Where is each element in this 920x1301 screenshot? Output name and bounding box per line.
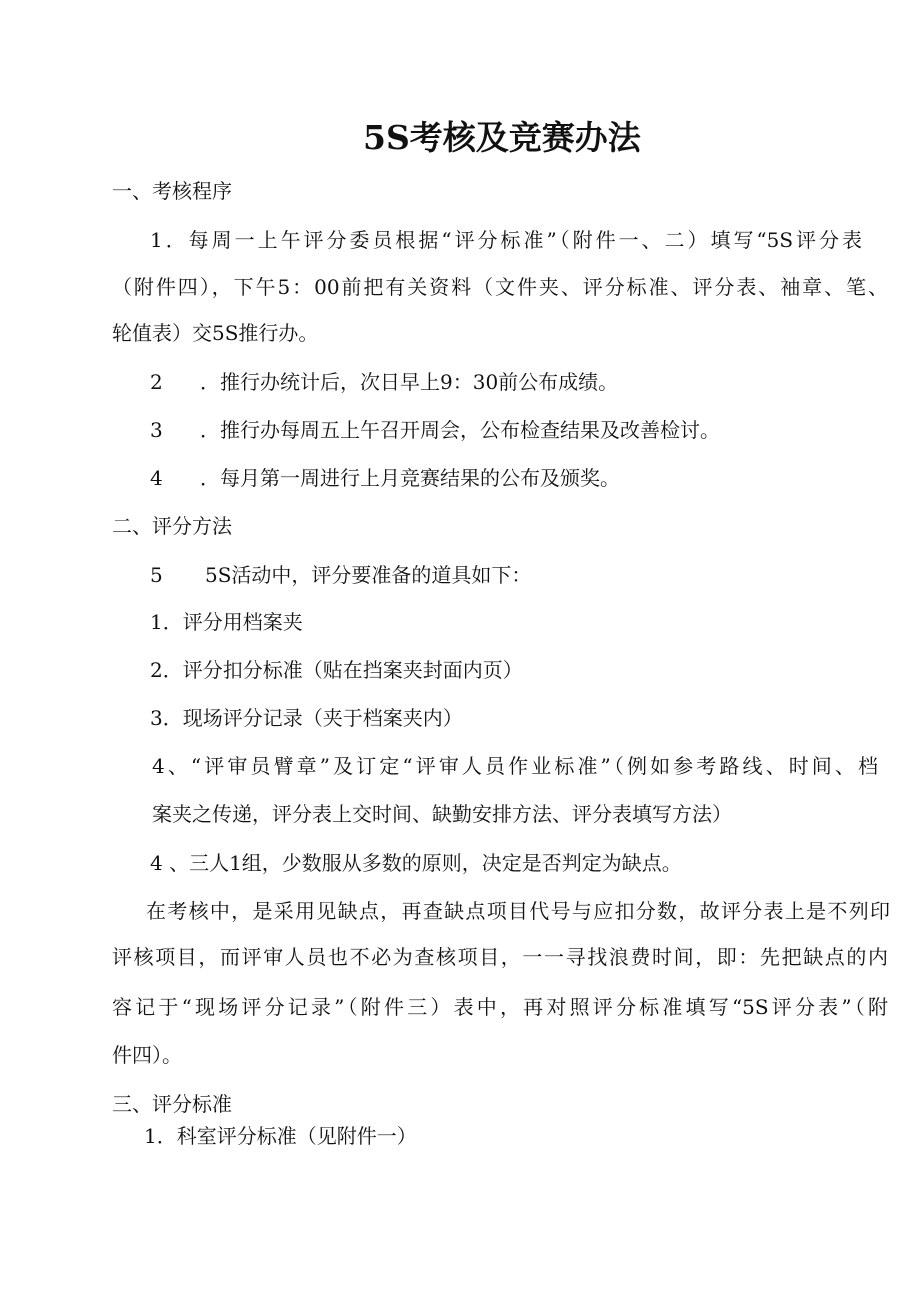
section-heading-scoring-method: 二、评分方法	[112, 514, 232, 538]
section-heading-assessment: 一、考核程序	[112, 179, 232, 203]
list-item-text: ．每月第一周进行上月竞赛结果的公布及颁奖。	[200, 466, 620, 490]
list-item: 4 、三人1组，少数服从多数的原则，决定是否判定为缺点。	[150, 851, 682, 875]
list-number: 2	[150, 370, 163, 394]
paragraph-line: 件四）。	[112, 1043, 182, 1067]
list-item: 1．评分用档案夹	[150, 610, 303, 634]
paragraph-line: 1．每周一上午评分委员根据“评分标准”（附件一、二）填写“5S评分表	[150, 228, 862, 252]
list-item-text: 5S活动中，评分要准备的道具如下：	[205, 563, 532, 587]
paragraph-line: 4、“评审员臂章”及订定“评审人员作业标准”（例如参考路线、时间、档	[152, 754, 878, 778]
paragraph-line: 轮值表）交5S推行办。	[112, 321, 319, 345]
list-number: 4	[150, 466, 163, 490]
list-item-text: ．推行办每周五上午召开周会，公布检查结果及改善检讨。	[200, 418, 720, 442]
paragraph-line: 容记于“现场评分记录”（附件三）表中，再对照评分标准填写“5S评分表”（附	[112, 995, 888, 1019]
section-heading-scoring-standard: 三、评分标准	[112, 1092, 232, 1116]
page-title: 5S考核及竞赛办法	[363, 118, 641, 157]
paragraph-line: （附件四），下午5：00前把有关资料（文件夹、评分标准、评分表、袖章、笔、	[112, 275, 888, 299]
list-item: 3．现场评分记录（夹于档案夹内）	[150, 706, 463, 730]
list-item-text: ．推行办统计后，次日早上9：30前公布成绩。	[200, 370, 619, 394]
list-number: 3	[150, 418, 163, 442]
list-item: 2．评分扣分标准（贴在挡案夹封面内页）	[150, 658, 523, 682]
list-number: 5	[150, 563, 163, 587]
paragraph-line: 在考核中，是采用见缺点，再查缺点项目代号与应扣分数，故评分表上是不列印	[146, 899, 890, 923]
paragraph-line: 案夹之传递，评分表上交时间、缺勤安排方法、评分表填写方法）	[152, 802, 732, 826]
list-item: 1．科室评分标准（见附件一）	[144, 1124, 417, 1148]
paragraph-line: 评核项目，而评审人员也不必为查核项目，一一寻找浪费时间，即：先把缺点的内	[112, 945, 888, 969]
